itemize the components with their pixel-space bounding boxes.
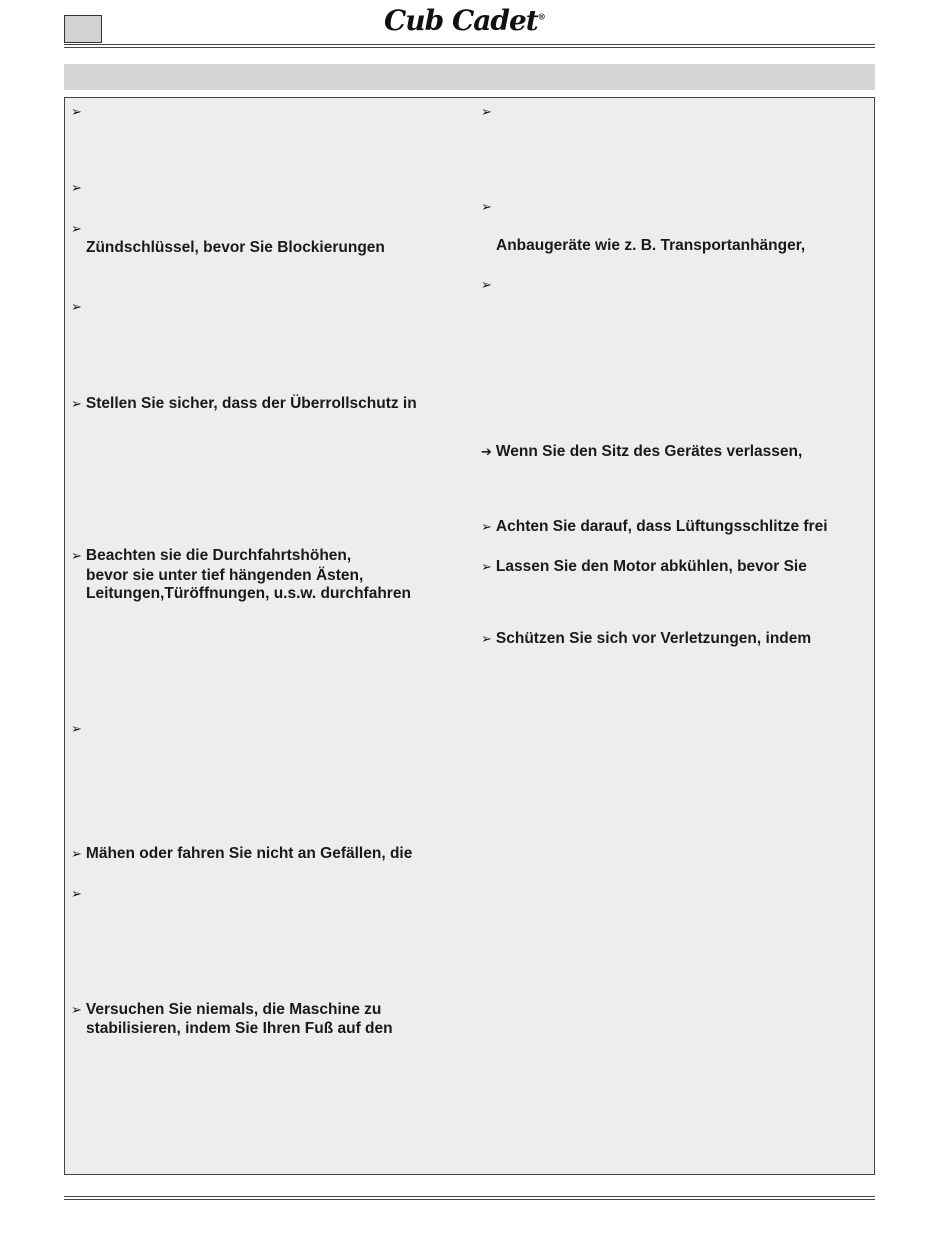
text-line: stabilisieren, indem Sie Ihren Fuß auf den	[86, 1020, 393, 1037]
bullet-marker: ➢	[481, 200, 492, 215]
text-line: bevor sie unter tief hängenden Ästen,	[86, 567, 364, 584]
header-rule-top	[64, 44, 875, 45]
arrow-item: ➔ Wenn Sie den Sitz des Gerätes verlassen,	[481, 443, 803, 460]
bullet-item: ➢ Mähen oder fahren Sie nicht an Gefällen, die	[71, 845, 413, 862]
bullet-item: ➢ Versuchen Sie niemals, die Maschine zu	[71, 1001, 382, 1018]
bullet-marker: ➢	[481, 105, 492, 120]
bullet-marker: ➢	[71, 300, 82, 315]
footer-rule-top	[64, 1196, 875, 1197]
header-rule-bottom	[64, 47, 875, 48]
section-title-bar	[64, 64, 875, 90]
bullet-item: ➢ Stellen Sie sicher, dass der Überrollschutz in	[71, 395, 417, 412]
footer-rule-bottom	[64, 1199, 875, 1200]
page-number-box	[64, 15, 102, 43]
text-line: Zündschlüssel, bevor Sie Blockierungen	[86, 239, 385, 256]
bullet-marker: ➢	[481, 278, 492, 293]
bullet-marker: ➢	[71, 181, 82, 196]
bullet-item: ➢ Achten Sie darauf, dass Lüftungsschlitze frei	[481, 518, 828, 535]
bullet-item: ➢ Lassen Sie den Motor abkühlen, bevor Sie	[481, 558, 807, 575]
bullet-marker: ➢	[71, 887, 82, 902]
bullet-item: ➢ Beachten sie die Durchfahrtshöhen,	[71, 547, 352, 564]
cub-cadet-logo: Cub Cadet®	[384, 4, 545, 37]
bullet-item: ➢ Schützen Sie sich vor Verletzungen, indem	[481, 630, 812, 647]
text-line: Leitungen,Türöffnungen, u.s.w. durchfahren	[86, 585, 411, 602]
text-line: Anbaugeräte wie z. B. Transportanhänger,	[496, 237, 806, 254]
bullet-marker: ➢	[71, 222, 82, 237]
bullet-marker: ➢	[71, 722, 82, 737]
bullet-marker: ➢	[71, 105, 82, 120]
